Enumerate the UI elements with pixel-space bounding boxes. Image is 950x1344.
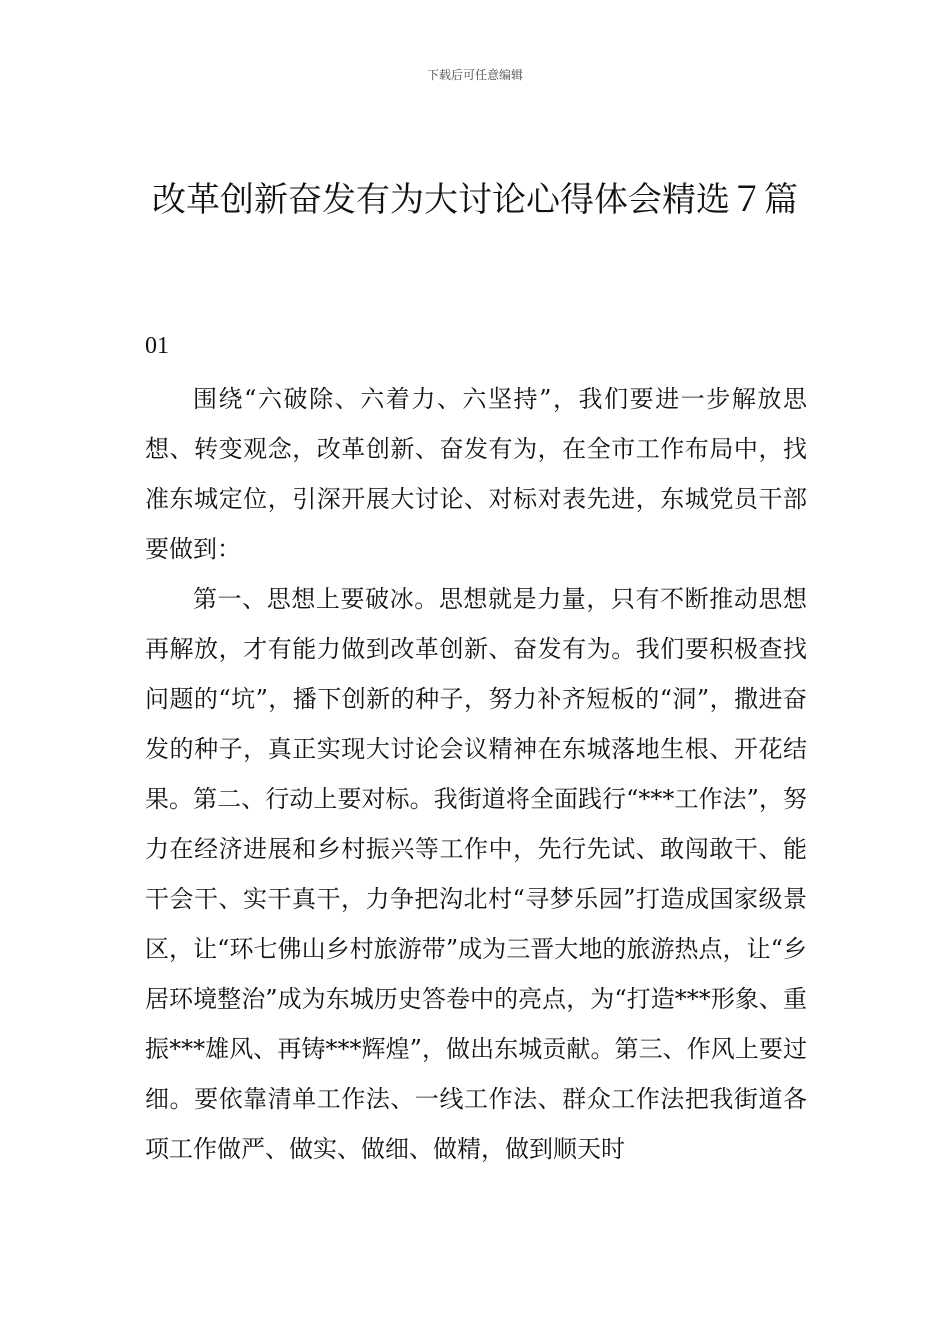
body-text: [145, 374, 807, 1174]
paragraph-2: 第一、思想上要破冰。思想就是力量，只有不断推动思想再解放，才有能力做到改革创新、奋发有为。我们要积极查找问题的“坑”，播下创新的种子，努力补齐短板的“洞”，撒进奋发的种子，真正实现大讨论会议精神在东城落地生根、开花结果。第二、行动上要对标。我街道将全面践行“***工作法”，努力在经济进展和乡村振兴等工作中，先行先试、敢闯敢干、能干会干、实干真干，力争把沟北村“寻梦乐园”打造成国家级景区，让“环七佛山乡村旅游带”成为三晋大地的旅游热点，让“乡居环境整治”成为东城历史答卷中的亮点，为“打造***形象、重振***雄风、再铸***辉煌”，做出东城贡献。第三、作风上要过细。要依靠清单工作法、一线工作法、群众工作法把我街道各项工作做严、做实、做细、做精，做到顺天时: [145, 585, 807, 1163]
header-note: 下载后可任意编辑: [426, 68, 523, 82]
document-title: 改革创新奋发有为大讨论心得体会精选７篇: [152, 180, 798, 220]
paragraph-1: 围绕“六破除、六着力、六坚持”，我们要进一步解放思想、转变观念，改革创新、奋发有为，在全市工作布局中，找准东城定位，引深开展大讨论、对标对表先进，东城党员干部要做到：: [145, 385, 807, 563]
section-number: 01: [145, 333, 169, 359]
